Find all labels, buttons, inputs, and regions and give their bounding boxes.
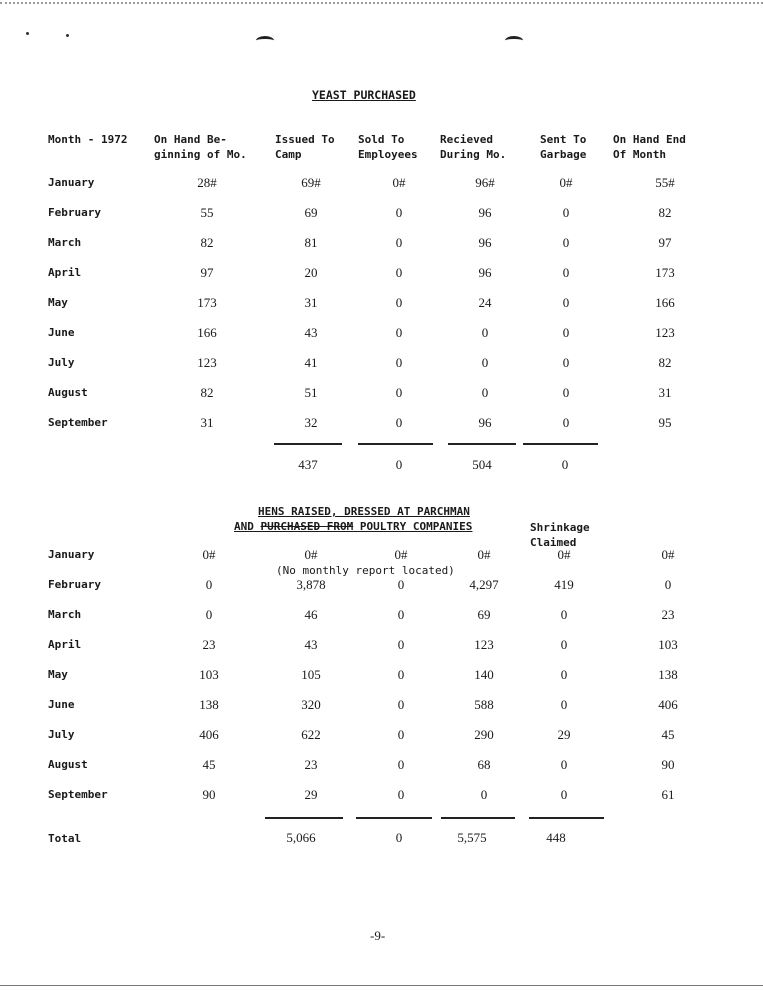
hens-total-cell: 5,066 bbox=[286, 830, 316, 845]
total-label: Total bbox=[48, 832, 82, 845]
yeast-cell: 0 bbox=[395, 415, 403, 430]
total-rule bbox=[448, 443, 516, 445]
yeast-cell: 0 bbox=[562, 265, 570, 280]
yeast-cell: 82 bbox=[200, 385, 214, 400]
yeast-cell: 0 bbox=[562, 415, 570, 430]
hens-cell: 90 bbox=[661, 757, 675, 772]
yeast-cell: 0# bbox=[392, 175, 406, 190]
yeast-title: YEAST PURCHASED bbox=[312, 88, 416, 102]
yeast-cell: 0 bbox=[395, 355, 403, 370]
hens-cell: 419 bbox=[554, 577, 574, 592]
yeast-cell: 173 bbox=[655, 265, 675, 280]
yeast-cell: 55# bbox=[655, 175, 675, 190]
hens-cell: 0 bbox=[560, 607, 568, 622]
yeast-cell: 0 bbox=[481, 325, 489, 340]
yeast-cell: 0 bbox=[562, 385, 570, 400]
yeast-cell: 55 bbox=[200, 205, 214, 220]
hens-cell: 138 bbox=[658, 667, 678, 682]
yeast-cell: 97 bbox=[658, 235, 672, 250]
yeast-cell: 0 bbox=[481, 355, 489, 370]
yeast-cell: 31 bbox=[200, 415, 214, 430]
hens-cell: 0 bbox=[397, 637, 405, 652]
hens-month-label: April bbox=[48, 638, 82, 651]
yeast-column-header: Sent To Garbage bbox=[540, 133, 587, 161]
hens-cell: 0 bbox=[560, 697, 568, 712]
hens-cell: 3,878 bbox=[296, 577, 326, 592]
hens-cell: 69 bbox=[477, 607, 491, 622]
hens-cell: 406 bbox=[658, 697, 678, 712]
yeast-cell: 0 bbox=[395, 235, 403, 250]
yeast-cell: 0 bbox=[562, 295, 570, 310]
yeast-cell: 24 bbox=[478, 295, 492, 310]
yeast-column-header: On Hand Be- ginning of Mo. bbox=[154, 133, 247, 161]
hens-month-label: February bbox=[48, 578, 101, 591]
hens-cell: 290 bbox=[474, 727, 494, 742]
hens-cell: 23 bbox=[304, 757, 318, 772]
yeast-cell: 173 bbox=[197, 295, 217, 310]
yeast-cell: 43 bbox=[304, 325, 318, 340]
total-rule bbox=[356, 817, 432, 819]
yeast-cell: 96 bbox=[478, 205, 492, 220]
no-report-note: (No monthly report located) bbox=[276, 564, 455, 577]
hens-cell: 68 bbox=[477, 757, 491, 772]
hens-cell: 0 bbox=[397, 727, 405, 742]
yeast-month-label: April bbox=[48, 266, 82, 279]
yeast-cell: 0 bbox=[562, 205, 570, 220]
hens-cell: 0# bbox=[304, 547, 318, 562]
hens-cell: 0 bbox=[560, 787, 568, 802]
yeast-cell: 0 bbox=[395, 325, 403, 340]
total-rule bbox=[265, 817, 343, 819]
hens-month-label: January bbox=[48, 548, 95, 561]
yeast-cell: 96 bbox=[478, 235, 492, 250]
yeast-cell: 31 bbox=[658, 385, 672, 400]
hens-cell: 103 bbox=[658, 637, 678, 652]
yeast-cell: 41 bbox=[304, 355, 318, 370]
top-dotted-edge bbox=[0, 2, 763, 4]
yeast-total-cell: 437 bbox=[298, 457, 318, 472]
hens-cell: 105 bbox=[301, 667, 321, 682]
hens-month-label: March bbox=[48, 608, 82, 621]
hens-cell: 103 bbox=[199, 667, 219, 682]
hens-cell: 29 bbox=[304, 787, 318, 802]
hens-cell: 0 bbox=[205, 577, 213, 592]
yeast-cell: 82 bbox=[200, 235, 214, 250]
yeast-cell: 51 bbox=[304, 385, 318, 400]
hens-month-label: June bbox=[48, 698, 75, 711]
yeast-cell: 0 bbox=[562, 325, 570, 340]
hens-cell: 0 bbox=[397, 607, 405, 622]
yeast-column-header: Month - 1972 bbox=[48, 133, 128, 146]
yeast-cell: 97 bbox=[200, 265, 214, 280]
hens-cell: 45 bbox=[661, 727, 675, 742]
yeast-column-header: Recieved During Mo. bbox=[440, 133, 507, 161]
hens-month-label: September bbox=[48, 788, 108, 801]
total-rule bbox=[358, 443, 433, 445]
hens-cell: 29 bbox=[557, 727, 571, 742]
hens-cell: 0 bbox=[480, 787, 488, 802]
hens-month-label: August bbox=[48, 758, 88, 771]
yeast-month-label: March bbox=[48, 236, 82, 249]
yeast-cell: 123 bbox=[197, 355, 217, 370]
hens-title-poultry: POULTRY COMPANIES bbox=[353, 520, 473, 533]
yeast-cell: 69 bbox=[304, 205, 318, 220]
hens-cell: 46 bbox=[304, 607, 318, 622]
yeast-cell: 123 bbox=[655, 325, 675, 340]
yeast-cell: 31 bbox=[304, 295, 318, 310]
total-rule bbox=[441, 817, 515, 819]
yeast-cell: 0 bbox=[395, 385, 403, 400]
hens-cell: 0# bbox=[661, 547, 675, 562]
hens-cell: 0# bbox=[557, 547, 571, 562]
total-rule bbox=[529, 817, 604, 819]
hens-total-cell: 5,575 bbox=[457, 830, 487, 845]
hens-cell: 0 bbox=[560, 757, 568, 772]
hens-cell: 0 bbox=[397, 697, 405, 712]
hens-cell: 138 bbox=[199, 697, 219, 712]
yeast-cell: 0# bbox=[559, 175, 573, 190]
yeast-cell: 96# bbox=[475, 175, 495, 190]
hens-cell: 0 bbox=[397, 577, 405, 592]
hens-cell: 0 bbox=[205, 607, 213, 622]
hens-cell: 61 bbox=[661, 787, 675, 802]
yeast-cell: 0 bbox=[562, 355, 570, 370]
hens-cell: 23 bbox=[661, 607, 675, 622]
total-rule bbox=[523, 443, 598, 445]
yeast-cell: 96 bbox=[478, 415, 492, 430]
hens-cell: 123 bbox=[474, 637, 494, 652]
hens-title-struck: PURCHASED FROM bbox=[260, 520, 354, 533]
hens-cell: 0 bbox=[397, 667, 405, 682]
yeast-month-label: September bbox=[48, 416, 108, 429]
hens-cell: 0 bbox=[560, 667, 568, 682]
hens-cell: 0 bbox=[397, 757, 405, 772]
yeast-cell: 69# bbox=[301, 175, 321, 190]
hens-cell: 90 bbox=[202, 787, 216, 802]
binder-mark-right bbox=[505, 36, 523, 45]
hens-title-and: AND bbox=[234, 520, 261, 533]
yeast-cell: 82 bbox=[658, 355, 672, 370]
yeast-month-label: May bbox=[48, 296, 68, 309]
hens-month-label: May bbox=[48, 668, 68, 681]
yeast-column-header: Sold To Employees bbox=[358, 133, 418, 161]
yeast-cell: 32 bbox=[304, 415, 318, 430]
hens-title-line2 bbox=[234, 519, 472, 534]
yeast-cell: 0 bbox=[562, 235, 570, 250]
yeast-total-cell: 504 bbox=[472, 457, 492, 472]
yeast-cell: 0 bbox=[395, 295, 403, 310]
yeast-month-label: January bbox=[48, 176, 95, 189]
yeast-cell: 0 bbox=[481, 385, 489, 400]
hens-cell: 622 bbox=[301, 727, 321, 742]
yeast-column-header: Issued To Camp bbox=[275, 133, 335, 161]
yeast-total-cell: 0 bbox=[395, 457, 403, 472]
hens-total-cell: 0 bbox=[395, 830, 403, 845]
yeast-total-cell: 0 bbox=[561, 457, 569, 472]
yeast-month-label: August bbox=[48, 386, 88, 399]
yeast-cell: 0 bbox=[395, 265, 403, 280]
hens-cell: 406 bbox=[199, 727, 219, 742]
yeast-month-label: July bbox=[48, 356, 75, 369]
hens-cell: 43 bbox=[304, 637, 318, 652]
hens-total-cell: 448 bbox=[546, 830, 566, 845]
yeast-cell: 28# bbox=[197, 175, 217, 190]
hens-cell: 0 bbox=[560, 637, 568, 652]
yeast-cell: 95 bbox=[658, 415, 672, 430]
yeast-cell: 20 bbox=[304, 265, 318, 280]
hens-cell: 23 bbox=[202, 637, 216, 652]
yeast-cell: 166 bbox=[197, 325, 217, 340]
yeast-month-label: June bbox=[48, 326, 75, 339]
hens-month-label: July bbox=[48, 728, 75, 741]
total-rule bbox=[274, 443, 342, 445]
yeast-month-label: February bbox=[48, 206, 101, 219]
hens-cell: 320 bbox=[301, 697, 321, 712]
hens-cell: 45 bbox=[202, 757, 216, 772]
page-number: -9- bbox=[370, 928, 386, 943]
hens-cell: 0# bbox=[477, 547, 491, 562]
shrinkage-header: Shrinkage Claimed bbox=[530, 521, 590, 549]
hens-cell: 140 bbox=[474, 667, 494, 682]
hens-cell: 0 bbox=[397, 787, 405, 802]
yeast-column-header: On Hand End Of Month bbox=[613, 133, 686, 161]
bottom-rule bbox=[0, 985, 763, 986]
speck bbox=[66, 34, 69, 37]
hens-cell: 0 bbox=[664, 577, 672, 592]
yeast-cell: 0 bbox=[395, 205, 403, 220]
hens-cell: 0# bbox=[394, 547, 408, 562]
yeast-cell: 96 bbox=[478, 265, 492, 280]
yeast-cell: 166 bbox=[655, 295, 675, 310]
binder-mark-left bbox=[256, 36, 274, 45]
yeast-cell: 81 bbox=[304, 235, 318, 250]
hens-title-line1: HENS RAISED, DRESSED AT PARCHMAN bbox=[258, 505, 470, 518]
yeast-cell: 82 bbox=[658, 205, 672, 220]
hens-cell: 588 bbox=[474, 697, 494, 712]
hens-cell: 4,297 bbox=[469, 577, 499, 592]
hens-cell: 0# bbox=[202, 547, 216, 562]
speck bbox=[26, 32, 29, 35]
